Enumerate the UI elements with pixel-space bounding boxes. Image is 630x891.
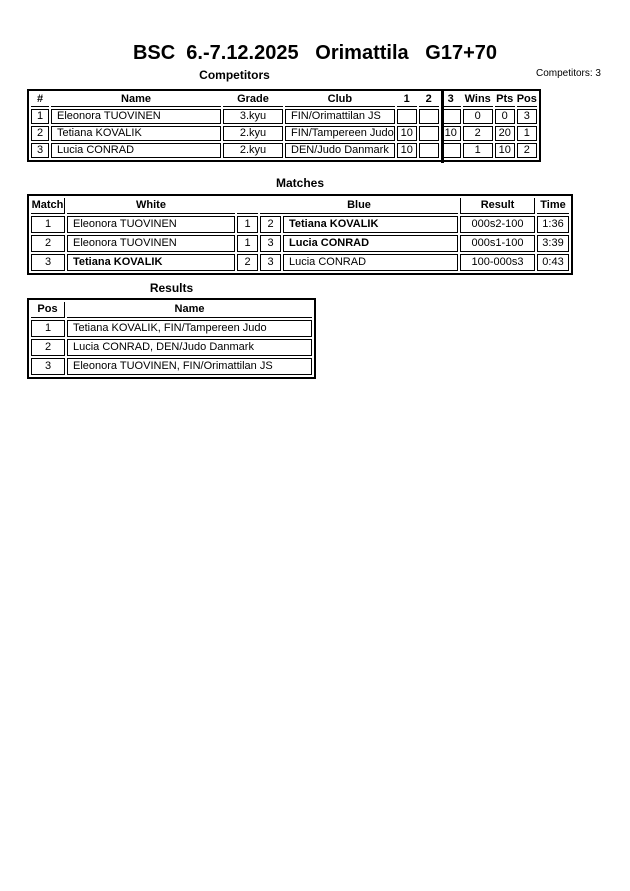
header-white: White [67, 198, 235, 214]
competitor-name: Lucia CONRAD [51, 143, 221, 158]
page-title: BSC 6.-7.12.2025 Orimattila G17+70 [132, 42, 498, 64]
white-competitor-num: 1 [237, 235, 258, 252]
result-row [31, 339, 312, 356]
result-pos: 2 [31, 339, 65, 356]
match-row [31, 216, 569, 233]
result-pos: 3 [31, 358, 65, 375]
competitor-pts: 20 [495, 126, 515, 141]
header-opp3: 3 [441, 93, 461, 107]
score-vs-2 [419, 126, 439, 141]
result-row [31, 358, 312, 375]
competitor-club: FIN/Tampereen Judo [285, 126, 395, 141]
competitors-header-row [31, 93, 537, 107]
competitor-club: DEN/Judo Danmark [285, 143, 395, 158]
matches-table [27, 194, 573, 275]
white-competitor: Tetiana KOVALIK [67, 254, 235, 271]
blue-competitor-num: 2 [260, 216, 281, 233]
score-vs-3: 10 [441, 126, 461, 141]
header-result: Result [460, 198, 535, 214]
competitor-row [31, 126, 537, 141]
results-section-title: Results [149, 281, 194, 295]
competitors-count: Competitors: 3 [535, 68, 601, 79]
results-table [27, 298, 316, 379]
competitor-pts: 0 [495, 109, 515, 124]
score-vs-1 [397, 109, 417, 124]
header-num: # [31, 93, 49, 107]
competitor-num: 3 [31, 143, 49, 158]
header-match: Match [31, 198, 65, 214]
result-name: Lucia CONRAD, DEN/Judo Danmark [67, 339, 312, 356]
white-competitor: Eleonora TUOVINEN [67, 235, 235, 252]
match-result: 100-000s3 [460, 254, 535, 271]
blue-competitor-num: 3 [260, 254, 281, 271]
score-vs-1: 10 [397, 126, 417, 141]
competitor-pos: 2 [517, 143, 537, 158]
matches-section-title: Matches [275, 176, 325, 190]
results-table-container [27, 298, 316, 379]
competitor-grade: 3.kyu [223, 109, 283, 124]
competitor-pos: 1 [517, 126, 537, 141]
matches-header-row [31, 198, 569, 214]
header-grade: Grade [223, 93, 283, 107]
competitors-table [27, 89, 541, 162]
header-opp1: 1 [397, 93, 417, 107]
result-row [31, 320, 312, 337]
result-pos: 1 [31, 320, 65, 337]
competitor-wins: 2 [463, 126, 493, 141]
competitor-club: FIN/Orimattilan JS [285, 109, 395, 124]
match-number: 2 [31, 235, 65, 252]
header-wins: Wins [464, 93, 491, 106]
white-competitor: Eleonora TUOVINEN [67, 216, 235, 233]
match-result: 000s1-100 [460, 235, 535, 252]
wins-section-divider [441, 89, 444, 163]
score-vs-2 [419, 143, 439, 158]
white-competitor-num: 1 [237, 216, 258, 233]
white-competitor-num: 2 [237, 254, 258, 271]
match-result: 000s2-100 [460, 216, 535, 233]
match-row [31, 235, 569, 252]
competitor-grade: 2.kyu [223, 143, 283, 158]
blue-competitor: Lucia CONRAD [283, 235, 458, 252]
header-name: Name [51, 93, 221, 107]
blue-competitor: Tetiana KOVALIK [283, 216, 458, 233]
match-time: 3:39 [537, 235, 569, 252]
match-time: 1:36 [537, 216, 569, 233]
results-header-row [31, 302, 312, 318]
competitor-num: 1 [31, 109, 49, 124]
score-vs-2 [419, 109, 439, 124]
header-pos: Pos [516, 93, 537, 106]
competitors-section-title: Competitors [199, 68, 270, 82]
result-name: Eleonora TUOVINEN, FIN/Orimattilan JS [67, 358, 312, 375]
competitor-pts: 10 [495, 143, 515, 158]
header-blue: Blue [260, 198, 458, 214]
competitor-num: 2 [31, 126, 49, 141]
competitor-wins: 0 [463, 109, 493, 124]
competitor-row [31, 109, 537, 124]
match-number: 1 [31, 216, 65, 233]
competitor-wins: 1 [463, 143, 493, 158]
blue-competitor-num: 3 [260, 235, 281, 252]
competitor-name: Tetiana KOVALIK [51, 126, 221, 141]
competitor-row [31, 143, 537, 158]
competitor-name: Eleonora TUOVINEN [51, 109, 221, 124]
match-time: 0:43 [537, 254, 569, 271]
matches-table-container [27, 194, 573, 275]
blue-competitor: Lucia CONRAD [283, 254, 458, 271]
match-number: 3 [31, 254, 65, 271]
header-name: Name [67, 302, 312, 318]
match-row [31, 254, 569, 271]
header-opp2: 2 [419, 93, 439, 107]
score-vs-1: 10 [397, 143, 417, 158]
header-time: Time [537, 198, 569, 214]
result-name: Tetiana KOVALIK, FIN/Tampereen Judo [67, 320, 312, 337]
header-pts: Pts [496, 93, 514, 106]
competitor-pos: 3 [517, 109, 537, 124]
competitor-grade: 2.kyu [223, 126, 283, 141]
header-spacer [237, 198, 258, 214]
header-club: Club [285, 93, 395, 107]
competitors-table-container [27, 89, 541, 162]
header-pos: Pos [31, 302, 65, 318]
